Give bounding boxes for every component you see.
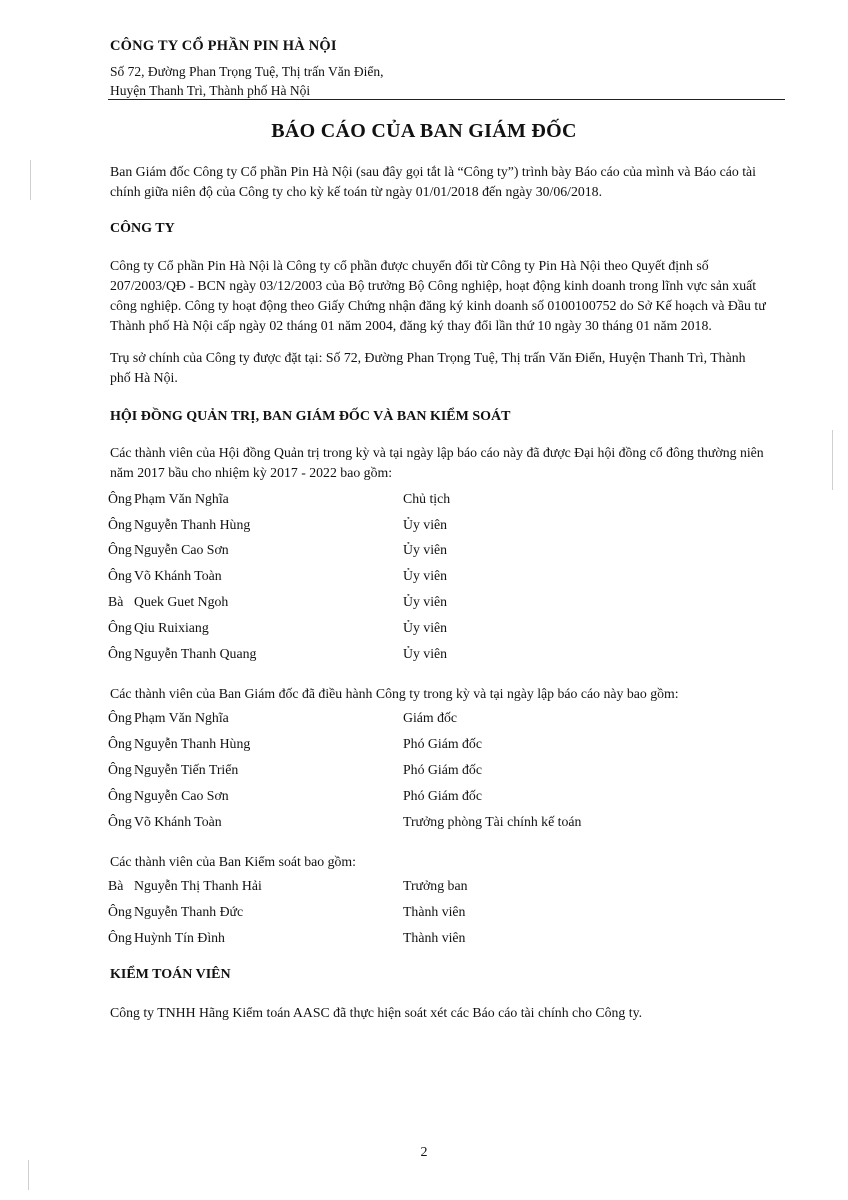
member-title: Ông: [108, 710, 132, 725]
headquarters-paragraph: [110, 348, 786, 388]
director-row: [0, 736, 848, 756]
member-position: Phó Giám đốc: [403, 788, 482, 803]
member-title: Ông: [108, 517, 132, 532]
headquarters-line: Trụ sở chính của Công ty được đặt tại: Số 72, Đường Phan Trọng Tuệ, Thị trấn Văn Điển, Huyện Thanh Trì, Thành: [110, 350, 746, 365]
member-name: Quek Guet Ngoh: [134, 594, 229, 609]
member-title: Ông: [108, 788, 132, 803]
board-intro-line: Các thành viên của Hội đồng Quản trị trong kỳ và tại ngày lập báo cáo này đã được Đại hội đồng cổ đông thường niên: [110, 445, 764, 460]
section-heading-company: CÔNG TY: [110, 221, 175, 236]
scan-artifact: [28, 1160, 29, 1190]
member-name: Huỳnh Tín Đình: [134, 930, 225, 945]
member-name: Phạm Văn Nghĩa: [134, 491, 229, 506]
member-name: Nguyễn Thị Thanh Hải: [134, 878, 262, 893]
member-title: Ông: [108, 736, 132, 751]
section-heading-board: HỘI ĐỒNG QUẢN TRỊ, BAN GIÁM ĐỐC VÀ BAN KIỂM SOÁT: [110, 409, 511, 424]
company-line: Công ty Cổ phần Pin Hà Nội là Công ty cổ phần được chuyển đổi từ Công ty Pin Hà Nội theo Quyết định số: [110, 258, 709, 273]
company-line: Thành phố Hà Nội cấp ngày 02 tháng 01 năm 2004, đăng ký thay đổi lần thứ 10 ngày 30 tháng 01 năm 2018.: [110, 318, 712, 333]
member-name: Nguyễn Tiến Triển: [134, 762, 239, 777]
director-row: [0, 762, 848, 782]
page-number: 2: [420, 1145, 428, 1160]
member-position: Ủy viên: [403, 620, 448, 635]
supervisor-row: [0, 878, 848, 898]
intro-line: chính giữa niên độ của Công ty cho kỳ kế toán từ ngày 01/01/2018 đến ngày 30/06/2018.: [110, 184, 603, 199]
headquarters-line: phố Hà Nội.: [110, 370, 178, 385]
member-position: Phó Giám đốc: [403, 736, 482, 751]
board-member-row: [0, 517, 848, 537]
member-title: Bà: [108, 878, 124, 893]
board-member-row: [0, 594, 848, 614]
member-name: Qiu Ruixiang: [134, 620, 209, 635]
member-name: Nguyễn Thanh Hùng: [134, 736, 251, 751]
intro-paragraph: [110, 162, 786, 202]
company-address-line1: Số 72, Đường Phan Trọng Tuệ, Thị trấn Văn Điển,: [110, 64, 384, 79]
member-name: Nguyễn Cao Sơn: [134, 542, 229, 557]
member-position: Phó Giám đốc: [403, 762, 482, 777]
member-title: Ông: [108, 762, 132, 777]
auditor-paragraph: Công ty TNHH Hãng Kiểm toán AASC đã thực hiện soát xét các Báo cáo tài chính cho Công ty.: [110, 1005, 643, 1020]
member-title: Ông: [108, 814, 132, 829]
company-line: 207/2003/QĐ - BCN ngày 03/12/2003 của Bộ trưởng Bộ Công nghiệp, hoạt động kinh doanh trong lĩnh vực sản xuất: [110, 278, 757, 293]
member-name: Nguyễn Thanh Hùng: [134, 517, 251, 532]
supervisors-intro: Các thành viên của Ban Kiểm soát bao gồm:: [110, 854, 356, 869]
member-name: Nguyễn Thanh Quang: [134, 646, 257, 661]
company-line: công nghiệp. Công ty hoạt động theo Giấy Chứng nhận đăng ký kinh doanh số 0100100752 do Sở Kế hoạch và Đầu tư: [110, 298, 766, 313]
director-row: [0, 788, 848, 808]
board-intro-paragraph: [110, 443, 786, 483]
member-position: Ủy viên: [403, 542, 448, 557]
company-name: CÔNG TY CỔ PHẦN PIN HÀ NỘI: [110, 38, 337, 54]
member-position: Ủy viên: [403, 568, 448, 583]
member-title: Bà: [108, 594, 124, 609]
header-divider: [108, 99, 785, 100]
member-title: Ông: [108, 646, 132, 661]
member-title: Ông: [108, 620, 132, 635]
member-name: Phạm Văn Nghĩa: [134, 710, 229, 725]
report-title: BÁO CÁO CỦA BAN GIÁM ĐỐC: [271, 120, 577, 142]
member-position: Thành viên: [403, 930, 466, 945]
company-address-line2: Huyện Thanh Trì, Thành phố Hà Nội: [110, 83, 311, 98]
member-position: Ủy viên: [403, 517, 448, 532]
member-name: Võ Khánh Toàn: [134, 814, 222, 829]
member-title: Ông: [108, 542, 132, 557]
section-heading-auditor: KIỂM TOÁN VIÊN: [110, 967, 231, 982]
member-title: Ông: [108, 930, 132, 945]
member-position: Thành viên: [403, 904, 466, 919]
board-member-row: [0, 542, 848, 562]
supervisor-row: [0, 904, 848, 924]
scan-artifact: [30, 160, 31, 200]
member-name: Nguyễn Thanh Đức: [134, 904, 244, 919]
board-member-row: [0, 620, 848, 640]
supervisor-row: [0, 930, 848, 950]
board-intro-line: năm 2017 bầu cho nhiệm kỳ 2017 - 2022 bao gồm:: [110, 465, 393, 480]
scan-artifact: [832, 430, 833, 490]
member-position: Giám đốc: [403, 710, 458, 725]
director-row: [0, 814, 848, 834]
member-title: Ông: [108, 568, 132, 583]
member-name: Võ Khánh Toàn: [134, 568, 222, 583]
member-position: Ủy viên: [403, 646, 448, 661]
director-row: [0, 710, 848, 730]
member-position: Ủy viên: [403, 594, 448, 609]
board-member-row: [0, 491, 848, 511]
member-position: Trưởng ban: [403, 878, 468, 893]
member-name: Nguyễn Cao Sơn: [134, 788, 229, 803]
directors-intro: Các thành viên của Ban Giám đốc đã điều hành Công ty trong kỳ và tại ngày lập báo cáo này bao gồm:: [110, 686, 679, 701]
member-position: Chủ tịch: [403, 491, 451, 506]
intro-line: Ban Giám đốc Công ty Cổ phần Pin Hà Nội (sau đây gọi tắt là “Công ty”) trình bày Báo cáo của mình và Báo cáo tài: [110, 164, 757, 179]
company-paragraph: [110, 256, 786, 336]
board-member-row: [0, 568, 848, 588]
member-position: Trưởng phòng Tài chính kế toán: [403, 814, 582, 829]
member-title: Ông: [108, 491, 132, 506]
member-title: Ông: [108, 904, 132, 919]
board-member-row: [0, 646, 848, 666]
